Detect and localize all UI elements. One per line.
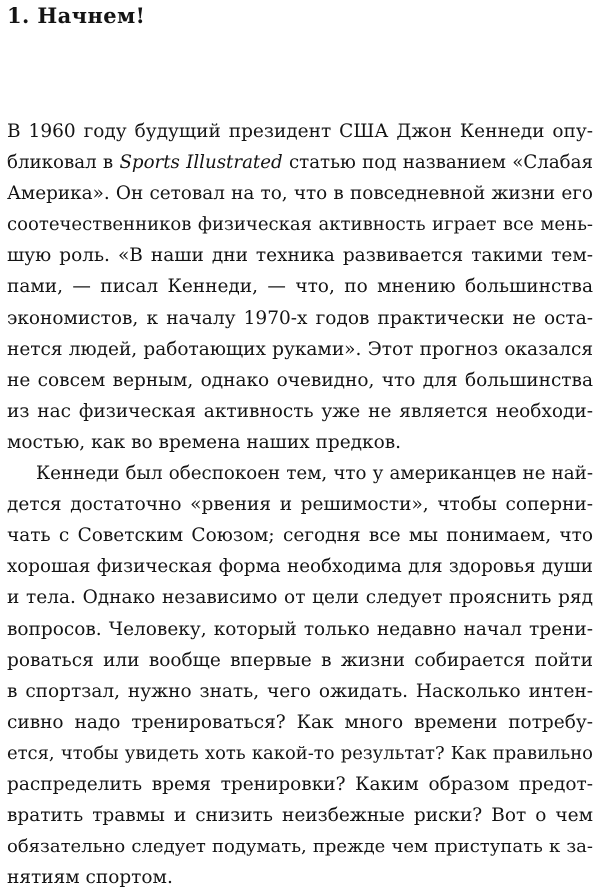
paragraph-1 — [7, 116, 593, 458]
text-line: роваться или вообще впервые в жизни собирается пойти — [7, 649, 593, 671]
text-line: распределить время тренировки? Каким образом предот- — [7, 773, 593, 795]
paragraph-2 — [7, 458, 593, 893]
text-line — [7, 147, 593, 178]
magazine-title: Sports Illustrated — [119, 152, 283, 174]
text-line: ется, чтобы увидеть хоть какой-то результат? Как правильно — [7, 742, 593, 764]
text-fragment: статью под названием «Слабая — [282, 152, 593, 174]
text-line: хорошая физическая форма необходима для здоровья души — [7, 556, 593, 578]
text-line: и тела. Однако независимо от цели следует прояснить ряд — [7, 587, 593, 609]
text-line: экономистов, к началу 1970-х годов практически не оста- — [7, 307, 593, 329]
text-line: вопросов. Человеку, который только недавно начал трени- — [7, 618, 593, 640]
text-line: вратить травмы и снизить неизбежные риски? Вот о чем — [7, 805, 593, 827]
chapter-heading: 1. Начнем! — [7, 3, 146, 28]
text-line: не совсем верным, однако очевидно, что для большинства — [7, 369, 593, 391]
text-line: мостью, как во времена наших предков. — [7, 431, 402, 453]
text-line: Кеннеди был обеспокоен тем, что у американцев не най- — [36, 463, 593, 485]
text-line: чать с Советским Союзом; сегодня все мы понимаем, что — [7, 525, 593, 547]
body-text — [7, 116, 593, 893]
text-fragment: бликовал в — [7, 152, 120, 174]
text-line: из нас физическая активность уже не является необходи- — [7, 400, 593, 422]
text-line: В 1960 году будущий президент США Джон Кеннеди опу- — [7, 121, 593, 142]
text-line: дется достаточно «рвения и решимости», чтобы соперни- — [7, 494, 593, 516]
text-line: шую роль. «В наши дни техника развивается такими тем- — [7, 245, 593, 267]
text-line: нятиям спортом. — [7, 867, 173, 889]
text-line: сивно надо тренироваться? Как много времени потребу- — [7, 711, 593, 733]
text-line: пами, — писал Кеннеди, — что, по мнению большинства — [7, 276, 593, 298]
text-line: обязательно следует подумать, прежде чем приступать к за- — [7, 836, 593, 858]
text-line: нется людей, работающих руками». Этот прогноз оказался — [7, 338, 593, 360]
text-line: Америка». Он сетовал на то, что в повседневной жизни его — [7, 183, 593, 205]
text-line: в спортзал, нужно знать, чего ожидать. Насколько интен- — [7, 680, 593, 702]
text-line: соотечественников физическая активность играет все мень- — [7, 214, 593, 236]
